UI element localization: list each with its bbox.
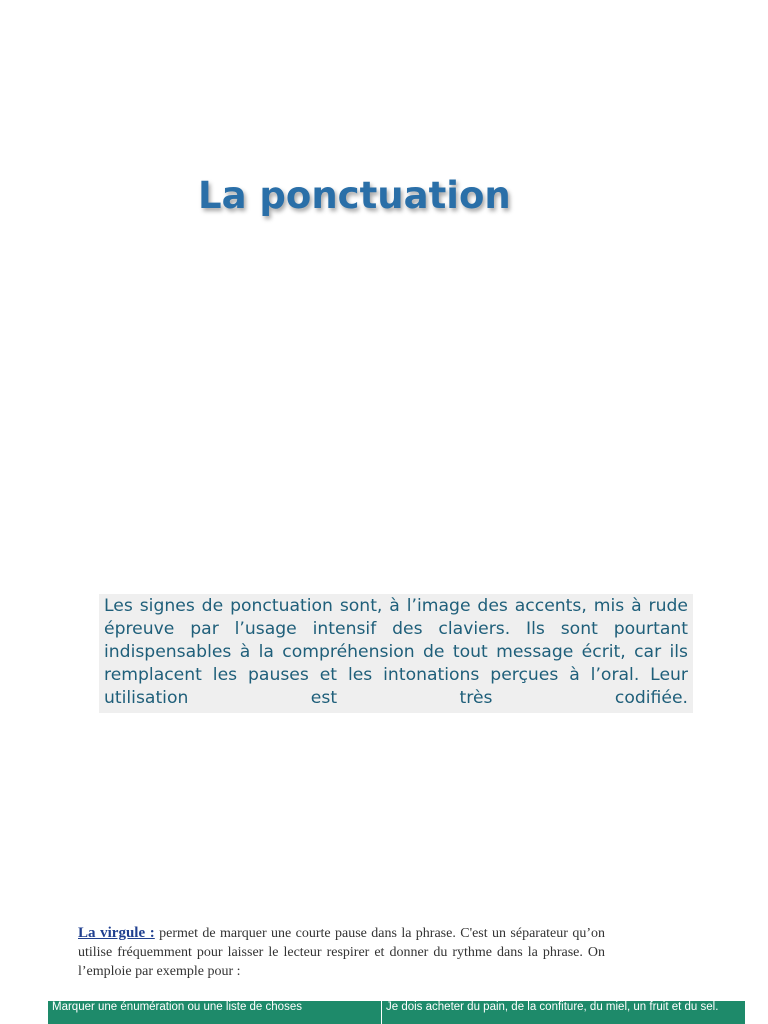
page-title: La ponctuation bbox=[198, 174, 511, 217]
intro-paragraph: Les signes de ponctuation sont, à l’image des accents, mis à rude épreuve par l’usage intensif des claviers. Ils sont pourtant indispensables à la compréhension de tout message écrit, car ils remplacent les pauses et les intonations perçues à l’oral. Leur utilisation est très codifiée. bbox=[99, 594, 693, 713]
usage-table-row bbox=[48, 1001, 745, 1024]
example-cell: Je dois acheter du pain, de la confiture, du miel, un fruit et du sel. bbox=[386, 1001, 719, 1013]
usage-cell: Marquer une énumération ou une liste de choses bbox=[48, 1001, 382, 1024]
section-term: La virgule : bbox=[78, 925, 155, 941]
virgule-section bbox=[78, 924, 605, 981]
section-description: permet de marquer une courte pause dans la phrase. C'est un séparateur qu’on utilise fréquemment pour laisser le lecteur respirer et donner du rythme dans la phrase. On l’emploie par exemple pour : bbox=[78, 926, 605, 979]
